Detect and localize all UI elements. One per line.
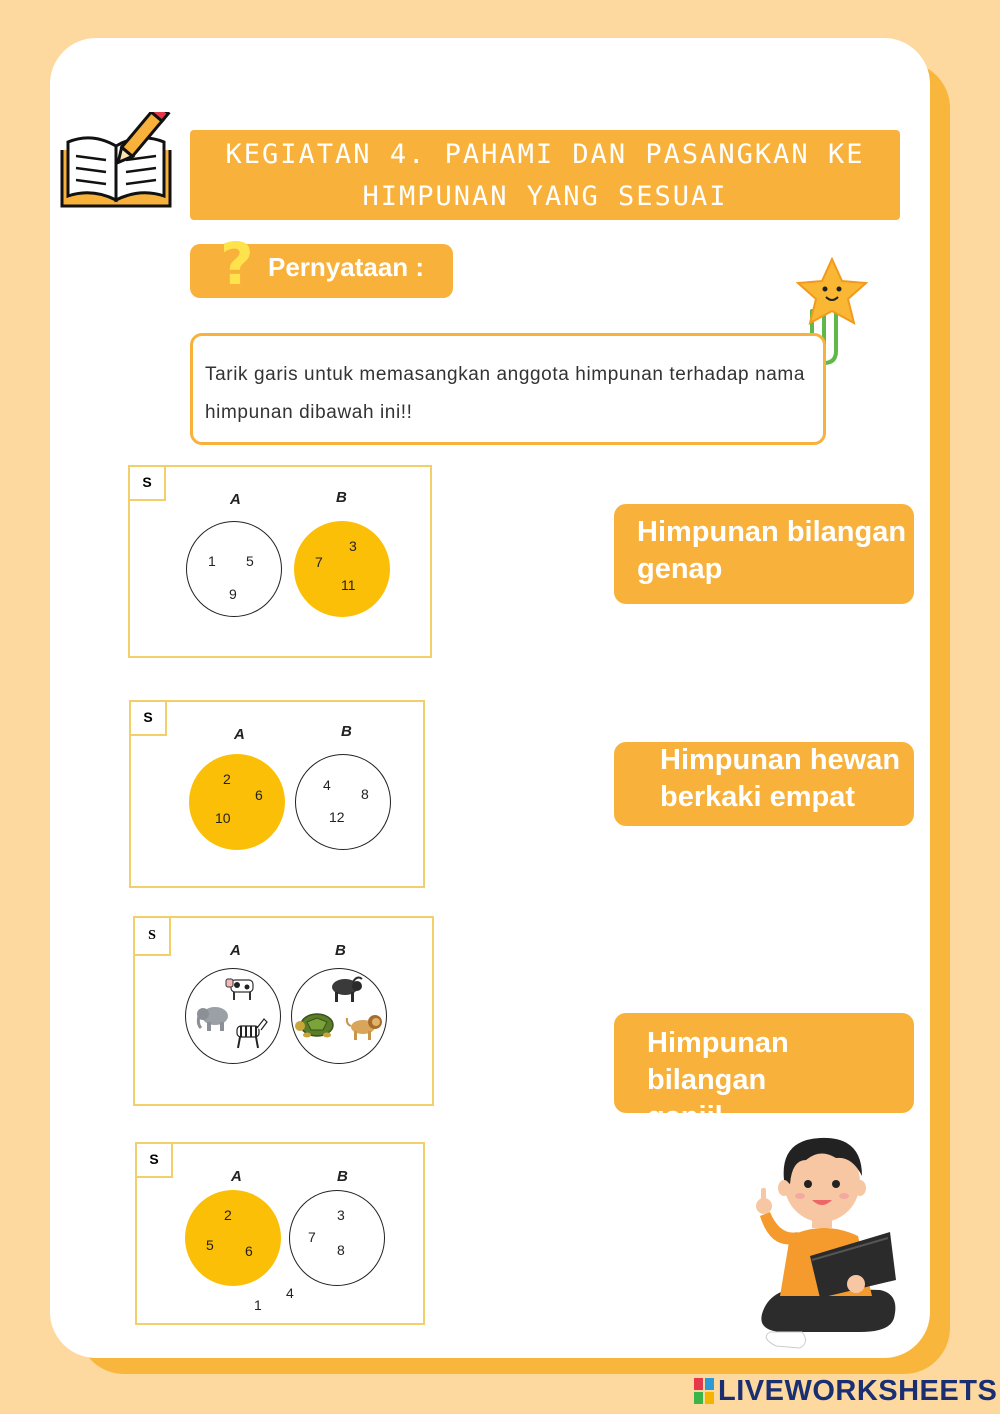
zebra-icon: [231, 1016, 269, 1050]
elephant-icon: [195, 1004, 231, 1032]
liveworksheets-footer[interactable]: [694, 1374, 997, 1408]
member: 2: [223, 771, 231, 787]
member: 1: [208, 553, 216, 569]
answer-line-1: Himpunan hewan: [660, 744, 901, 776]
member: 6: [255, 787, 263, 803]
outside-member: 4: [286, 1285, 294, 1301]
answer-line-2: ganjil: [647, 1101, 723, 1133]
set-b-label: B: [341, 723, 352, 740]
set-a-circle: [185, 1190, 281, 1286]
member: 8: [361, 786, 369, 802]
statement-tag: [190, 230, 453, 298]
set-a-circle: [186, 521, 282, 617]
universe-label: S: [130, 467, 166, 501]
member: 7: [308, 1229, 316, 1245]
title-line-2: HIMPUNAN YANG SESUAI: [362, 181, 728, 212]
member: 9: [229, 586, 237, 602]
buffalo-icon: [325, 974, 363, 1004]
universe-label: S: [137, 1144, 173, 1178]
set-a-label: A: [231, 1168, 242, 1185]
answer-line-1: Himpunan bilangan: [637, 516, 907, 548]
answer-line-2: genap: [637, 553, 723, 585]
title-line-1: KEGIATAN 4. PAHAMI DAN PASANGKAN KE: [225, 139, 865, 170]
venn-diagram-3[interactable]: [133, 916, 434, 1106]
set-b-circle: [295, 754, 391, 850]
venn-diagram-1[interactable]: [128, 465, 432, 658]
member: 7: [315, 554, 323, 570]
member: 5: [206, 1237, 214, 1253]
cow-icon: [225, 974, 259, 1002]
member: 5: [246, 553, 254, 569]
set-a-label: A: [234, 726, 245, 743]
set-b-label: B: [335, 942, 346, 959]
member: 6: [245, 1243, 253, 1259]
member: 10: [215, 810, 231, 826]
member: 8: [337, 1242, 345, 1258]
member: 3: [337, 1207, 345, 1223]
universe-label: S: [131, 702, 167, 736]
turtle-icon: [295, 1010, 339, 1038]
venn-diagram-4[interactable]: [135, 1142, 425, 1325]
member: 11: [341, 577, 356, 593]
answer-line-2: berkaki empat: [660, 781, 856, 813]
member: 2: [224, 1207, 232, 1223]
answer-odd-numbers[interactable]: [614, 1013, 914, 1133]
universe-label: S: [135, 918, 171, 956]
set-b-circle: [294, 521, 390, 617]
open-book-pencil-icon: [58, 112, 174, 212]
set-a-label: A: [230, 942, 241, 959]
member: 4: [323, 777, 331, 793]
member: 3: [349, 538, 357, 554]
lion-icon: [345, 1012, 383, 1042]
set-b-label: B: [336, 489, 347, 506]
answer-even-numbers[interactable]: [614, 504, 914, 604]
instruction-text: Tarik garis untuk memasangkan anggota himpunan terhadap nama himpunan dibawah ini!!: [205, 364, 806, 423]
brand-name: LIVEWORKSHEETS: [718, 1374, 998, 1407]
venn-diagram-2[interactable]: [129, 700, 425, 888]
member: 12: [329, 809, 345, 825]
outside-member: 1: [254, 1297, 262, 1313]
set-b-label: B: [337, 1168, 348, 1185]
answer-four-legged-animals[interactable]: [614, 742, 914, 826]
statement-label: Pernyataan :: [268, 252, 425, 282]
boy-reading-book-icon: [740, 1118, 910, 1356]
set-a-label: A: [230, 491, 241, 508]
liveworksheets-logo-icon: [694, 1378, 714, 1404]
question-mark-icon: ?: [220, 230, 254, 298]
instruction-box: [190, 333, 826, 445]
set-b-circle: [289, 1190, 385, 1286]
activity-title: [190, 130, 900, 220]
set-a-circle: [189, 754, 285, 850]
answer-line-1: Himpunan bilangan: [647, 1027, 789, 1096]
